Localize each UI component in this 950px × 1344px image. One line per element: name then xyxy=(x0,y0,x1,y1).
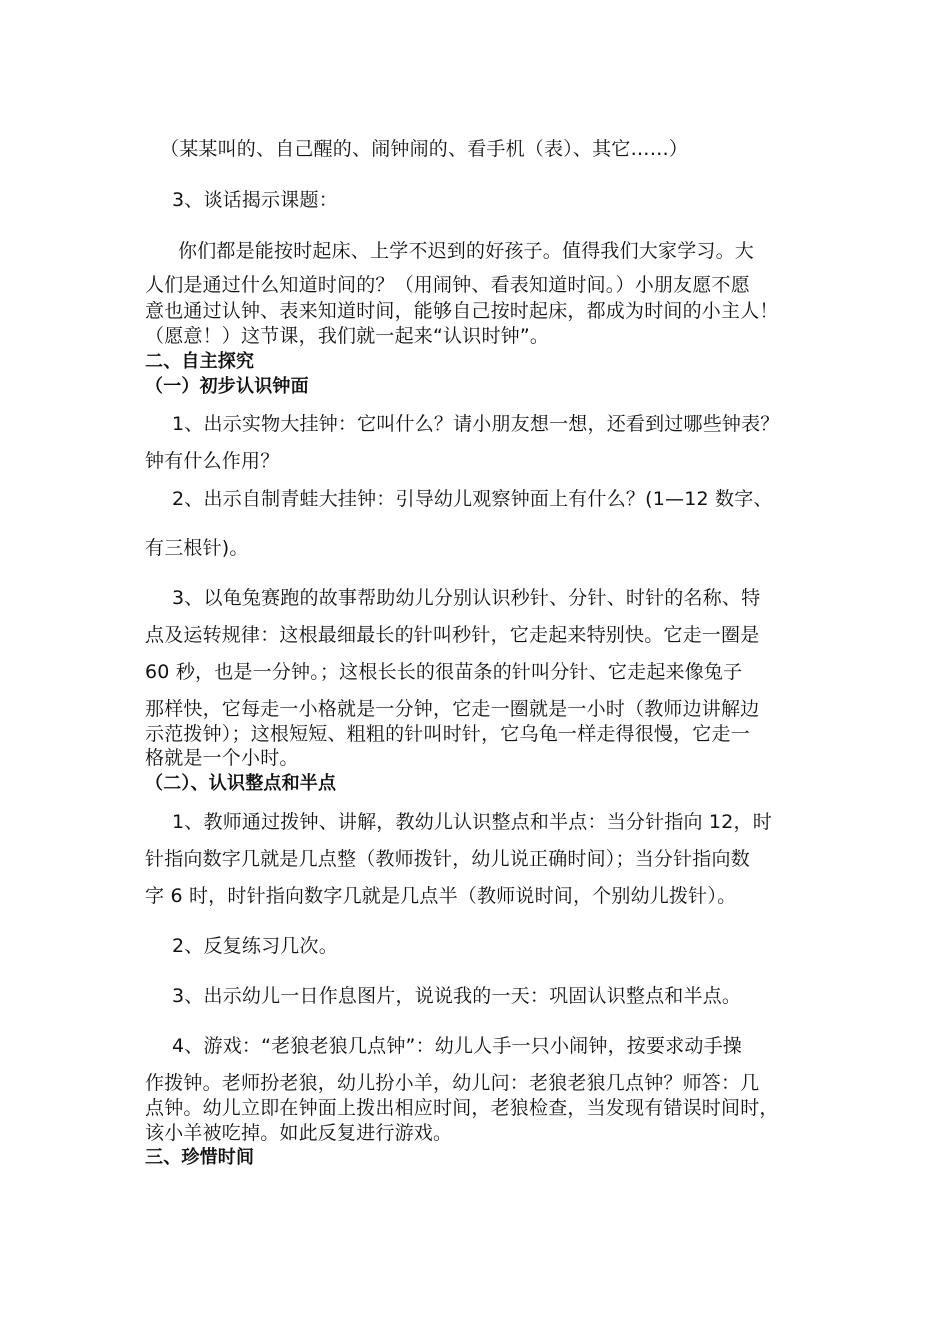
paragraph-line: 示范拨钟）；这根短短、粗粗的针叫时针，它乌龟一样走得很慢，它走一 xyxy=(145,723,750,745)
paragraph-line: 钟有什么作用？ xyxy=(145,450,280,472)
paragraph-line: 2、出示自制青蛙大挂钟：引导幼儿观察钟面上有什么？(1—12 数字、 xyxy=(172,488,773,510)
paragraph-line: 1、出示实物大挂钟：它叫什么？请小朋友想一想，还看到过哪些钟表？ xyxy=(172,413,780,435)
paragraph-line: 字 6 时，时针指向数字几就是几点半（教师说时间，个别幼儿拨针）。 xyxy=(145,885,737,907)
paragraph-line: 4、游戏：“老狼老狼几点钟”：幼儿人手一只小闹钟，按要求动手操 xyxy=(172,1035,742,1057)
paragraph-line: 2、反复练习几次。 xyxy=(172,935,338,957)
paragraph-line: 作拨钟。老师扮老狼，幼儿扮小羊，幼儿问：老狼老狼几点钟？师答：几 xyxy=(145,1072,760,1094)
subsection-heading: （一）初步认识钟面 xyxy=(145,376,309,397)
text-line: 3、谈话揭示课题： xyxy=(172,189,338,211)
paragraph-line: 人们是通过什么知道时间的？（用闹钟、看表知道时间。）小朋友愿不愿 xyxy=(145,274,750,296)
paragraph-line: 该小羊被吃掉。如此反复进行游戏。 xyxy=(145,1122,453,1144)
paragraph-line: 有三根针)。 xyxy=(145,537,249,559)
section-heading: 三、珍惜时间 xyxy=(145,1147,255,1168)
paragraph-line: 1、教师通过拨钟、讲解，教幼儿认识整点和半点：当分针指向 12，时 xyxy=(172,811,772,833)
paragraph-line: 那样快，它每走一小格就是一分钟，它走一圈就是一小时（教师边讲解边 xyxy=(145,698,760,720)
paragraph-line: 针指向数字几就是几点整（教师拨针，幼儿说正确时间）；当分针指向数 xyxy=(145,848,750,870)
paragraph-line: 点钟。幼儿立即在钟面上拨出相应时间，老狼检查，当发现有错误时间时， xyxy=(145,1097,779,1119)
paragraph-line: 3、以龟兔赛跑的故事帮助幼儿分别认识秒针、分针、时针的名称、特 xyxy=(172,587,761,609)
paragraph-line: （愿意！）这节课，我们就一起来“认识时钟”。 xyxy=(145,325,550,347)
paragraph-line: 3、出示幼儿一日作息图片，说说我的一天：巩固认识整点和半点。 xyxy=(172,985,742,1007)
subsection-heading: （二）、认识整点和半点 xyxy=(145,773,337,794)
paragraph-line: 意也通过认钟、表来知道时间，能够自己按时起床，都成为时间的小主人！ xyxy=(145,300,779,322)
paragraph-line: 你们都是能按时起床、上学不迟到的好孩子。值得我们大家学习。大 xyxy=(178,240,755,262)
section-heading: 二、自主探究 xyxy=(145,351,255,372)
paragraph-line: 点及运转规律：这根最细最长的针叫秒针，它走起来特别快。它走一圈是 xyxy=(145,624,760,646)
paragraph-line: 60 秒，也是一分钟。；这根长长的很苗条的针叫分针、它走起来像兔子 xyxy=(145,661,743,683)
text-line: （某某叫的、自己醒的、闹钟闹的、看手机（表）、其它……） xyxy=(160,138,689,160)
paragraph-line: 格就是一个小时。 xyxy=(145,747,299,769)
